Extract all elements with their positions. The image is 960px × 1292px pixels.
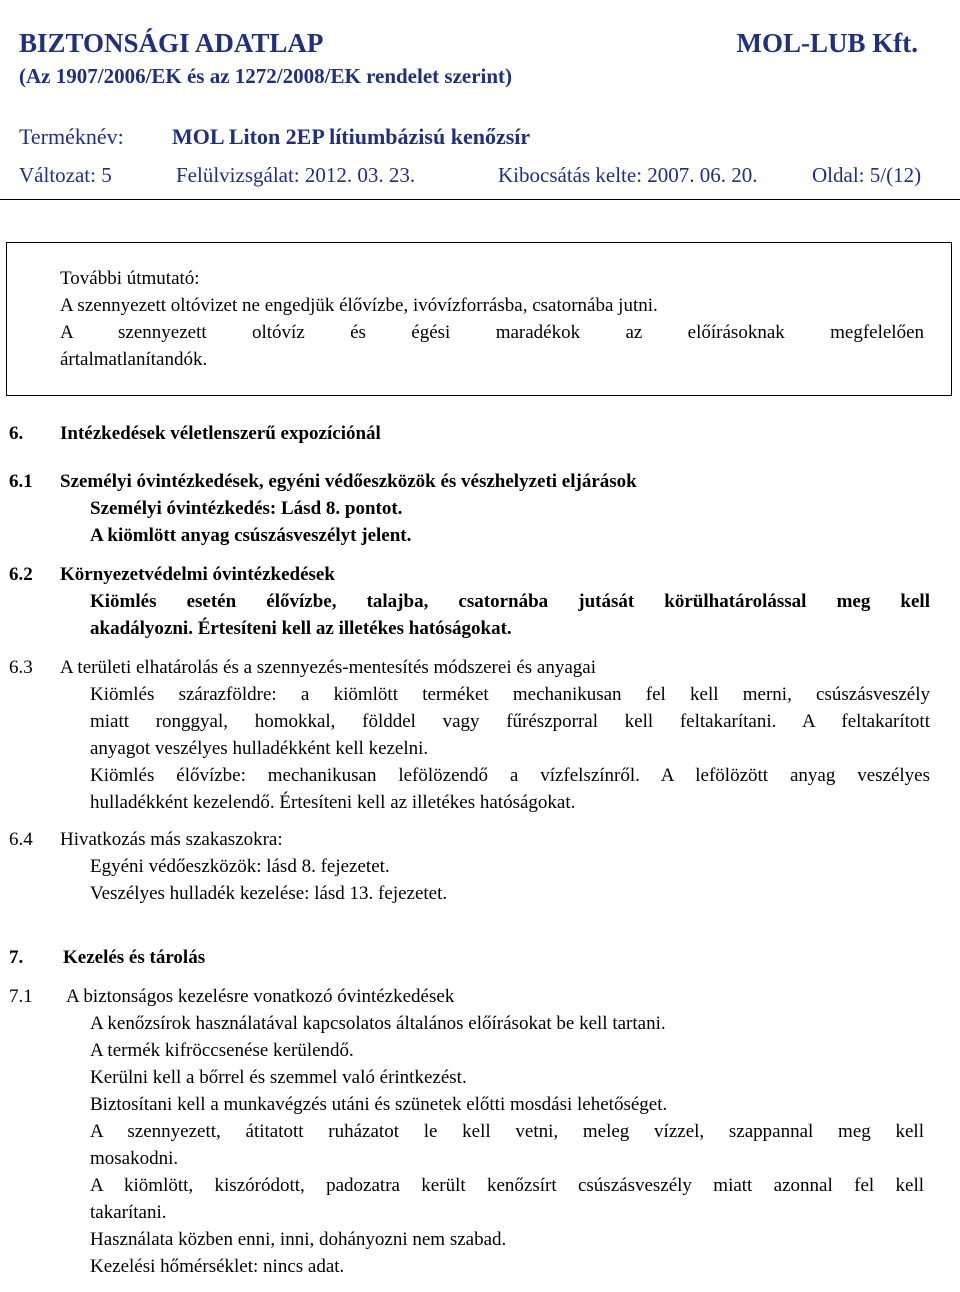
section-number: 7. <box>9 947 24 968</box>
subsection-title: Személyi óvintézkedések, egyéni védőeszközök és vészhelyzeti eljárások <box>60 471 637 492</box>
body-line: Használata közben enni, inni, dohányozni nem szabad. <box>90 1229 507 1250</box>
company-name: MOL-LUB Kft. <box>736 28 918 58</box>
review-date: Felülvizsgálat: 2012. 03. 23. <box>176 163 416 187</box>
version-info: Változat: 5 <box>19 163 112 187</box>
document-title: BIZTONSÁGI ADATLAP <box>19 28 324 58</box>
subsection-title: Környezetvédelmi óvintézkedések <box>60 564 335 585</box>
subsection-number: 6.3 <box>9 657 33 678</box>
box-line: ártalmatlanítandók. <box>60 349 208 370</box>
box-line: A szennyezett oltóvíz és égési maradékok az előírásoknak megfelelően <box>60 322 924 343</box>
product-label: Terméknév: <box>19 124 124 149</box>
body-line: A szennyezett, átitatott ruházatot le kell vetni, meleg vízzel, szappannal meg kell <box>90 1121 924 1142</box>
page-number: Oldal: 5/(12) <box>812 163 922 187</box>
section-title: Intézkedések véletlenszerű expozíciónál <box>60 423 381 444</box>
subsection-title: A biztonságos kezelésre vonatkozó óvintézkedések <box>66 986 455 1007</box>
body-line: Kiömlés élővízbe: mechanikusan lefölözendő a vízfelszínről. A lefölözött anyag veszélyes <box>90 765 930 786</box>
box-heading: További útmutató: <box>60 268 200 289</box>
body-line: Biztosítani kell a munkavégzés utáni és szünetek előtti mosdási lehetőséget. <box>90 1094 668 1115</box>
subsection-number: 6.4 <box>9 829 33 850</box>
body-line: A kiömlött anyag csúszásveszélyt jelent. <box>90 525 412 546</box>
body-line: miatt ronggyal, homokkal, földdel vagy fűrészporral kell feltakarítani. A feltakarított <box>90 711 930 732</box>
body-line: A kenőzsírok használatával kapcsolatos általános előírásokat be kell tartani. <box>90 1013 666 1034</box>
subsection-number: 6.2 <box>9 564 33 585</box>
body-line: Kiömlés esetén élővízbe, talajba, csatornába jutását körülhatárolással meg kell <box>90 591 930 612</box>
subsection-number: 7.1 <box>9 986 33 1007</box>
body-line: A termék kifröccsenése kerülendő. <box>90 1040 354 1061</box>
body-line: Személyi óvintézkedés: Lásd 8. pontot. <box>90 498 403 519</box>
header-rule <box>0 199 960 200</box>
body-line: Kezelési hőmérséklet: nincs adat. <box>90 1256 345 1277</box>
body-line: A kiömlött, kiszóródott, padozatra került kenőzsírt csúszásveszély miatt azonnal fel kell <box>90 1175 924 1196</box>
body-line: Veszélyes hulladék kezelése: lásd 13. fejezetet. <box>90 883 448 904</box>
body-line: hulladékként kezelendő. Értesíteni kell az illetékes hatóságokat. <box>90 792 576 813</box>
section-title: Kezelés és tárolás <box>63 947 206 968</box>
body-line: mosakodni. <box>90 1148 179 1169</box>
body-line: Kerülni kell a bőrrel és szemmel való érintkezést. <box>90 1067 467 1088</box>
body-line: akadályozni. Értesíteni kell az illetékes hatóságokat. <box>90 618 512 639</box>
subsection-title: Hivatkozás más szakaszokra: <box>60 829 283 850</box>
section-number: 6. <box>9 423 24 444</box>
body-line: anyagot veszélyes hulladékként kell kezelni. <box>90 738 429 759</box>
product-name: MOL Liton 2EP lítiumbázisú kenőzsír <box>172 124 531 149</box>
regulation-reference: (Az 1907/2006/EK és az 1272/2008/EK rendelet szerint) <box>19 64 513 88</box>
body-line: Egyéni védőeszközök: lásd 8. fejezetet. <box>90 856 390 877</box>
issue-date: Kibocsátás kelte: 2007. 06. 20. <box>498 163 758 187</box>
body-line: takarítani. <box>90 1202 167 1223</box>
body-line: Kiömlés szárazföldre: a kiömlött terméket mechanikusan fel kell merni, csúszásveszély <box>90 684 930 705</box>
subsection-number: 6.1 <box>9 471 33 492</box>
box-line: A szennyezett oltóvizet ne engedjük élővízbe, ivóvízforrásba, csatornába jutni. <box>60 295 658 316</box>
subsection-title: A területi elhatárolás és a szennyezés-mentesítés módszerei és anyagai <box>60 657 596 678</box>
